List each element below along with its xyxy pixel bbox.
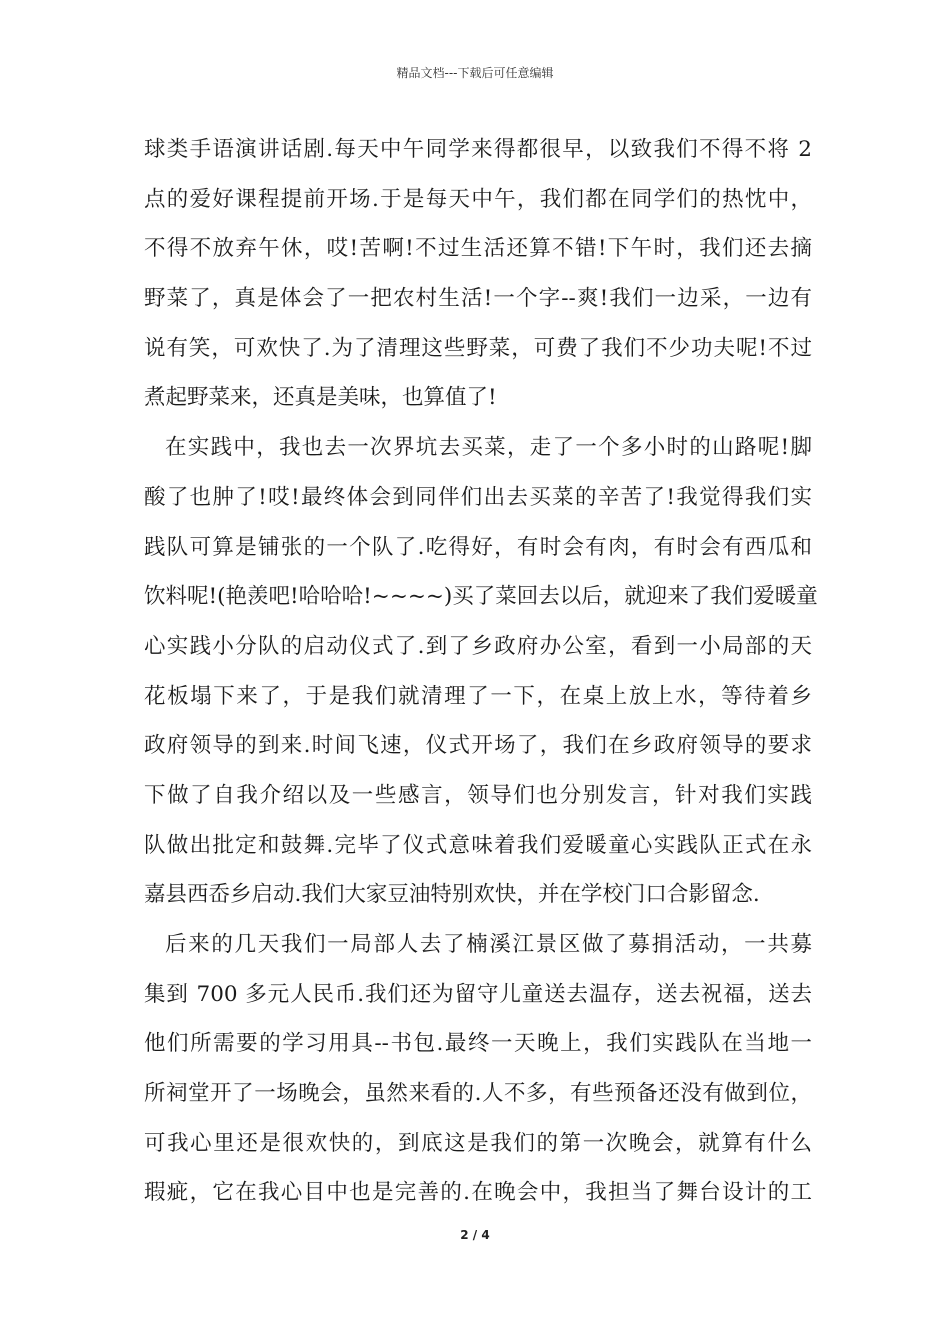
- text-line: 下做了自我介绍以及一些感言，领导们也分别发言，针对我们实践: [144, 782, 812, 808]
- text-line: 瑕疵，它在我心目中也是完善的.在晚会中，我担当了舞台设计的工: [144, 1180, 812, 1206]
- text-line: 他们所需要的学习用具--书包.最终一天晚上，我们实践队在当地一: [144, 1031, 812, 1057]
- document-body: [144, 125, 818, 1218]
- text-line: 所祠堂开了一场晚会，虽然来看的.人不多，有些预备还没有做到位，: [144, 1081, 812, 1107]
- text-line: 嘉县西岙乡启动.我们大家豆油特别欢快，并在学校门口合影留念.: [144, 882, 760, 908]
- text-line: 煮起野菜来，还真是美味，也算值了!: [144, 385, 497, 411]
- text-line: 球类手语演讲话剧.每天中午同学来得都很早，以致我们不得不将 2: [144, 137, 812, 162]
- text-line: 说有笑，可欢快了.为了清理这些野菜，可费了我们不少功夫呢!不过: [144, 335, 812, 361]
- text-line: 践队可算是铺张的一个队了.吃得好，有时会有肉，有时会有西瓜和: [144, 534, 812, 560]
- text-line: 后来的几天我们一局部人去了楠溪江景区做了募捐活动，一共募: [165, 932, 812, 957]
- text-line: 队做出批定和鼓舞.完毕了仪式意味着我们爱暖童心实践队正式在永: [144, 832, 812, 858]
- text-line: 野菜了，真是体会了一把农村生活!一个字--爽!我们一边采，一边有: [144, 286, 812, 312]
- text-line: 集到 700 多元人民币.我们还为留守儿童送去温存，送去祝福，送去: [144, 981, 812, 1007]
- text-line: 花板塌下来了，于是我们就清理了一下，在桌上放上水，等待着乡: [144, 683, 812, 709]
- text-line: 饮料呢!(艳羡吧!哈哈哈!~~~~)买了菜回去以后，就迎来了我们爱暖童: [144, 584, 818, 610]
- text-line: 点的爱好课程提前开场.于是每天中午，我们都在同学们的热忱中，: [144, 186, 812, 212]
- page-number: 2 / 4: [460, 1228, 490, 1242]
- text-line: 在实践中，我也去一次界坑去买菜，走了一个多小时的山路呢!脚: [165, 435, 812, 461]
- page-header: 精品文档---下载后可任意编辑: [396, 66, 554, 80]
- text-line: 政府领导的到来.时间飞速，仪式开场了，我们在乡政府领导的要求: [144, 733, 812, 759]
- text-line: 心实践小分队的启动仪式了.到了乡政府办公室，看到一小局部的天: [144, 633, 812, 659]
- text-line: 酸了也肿了!哎!最终体会到同伴们出去买菜的辛苦了!我觉得我们实: [144, 484, 812, 510]
- text-line: 不得不放弃午休，哎!苦啊!不过生活还算不错!下午时，我们还去摘: [144, 236, 812, 262]
- text-line: 可我心里还是很欢快的，到底这是我们的第一次晚会，就算有什么: [144, 1130, 812, 1156]
